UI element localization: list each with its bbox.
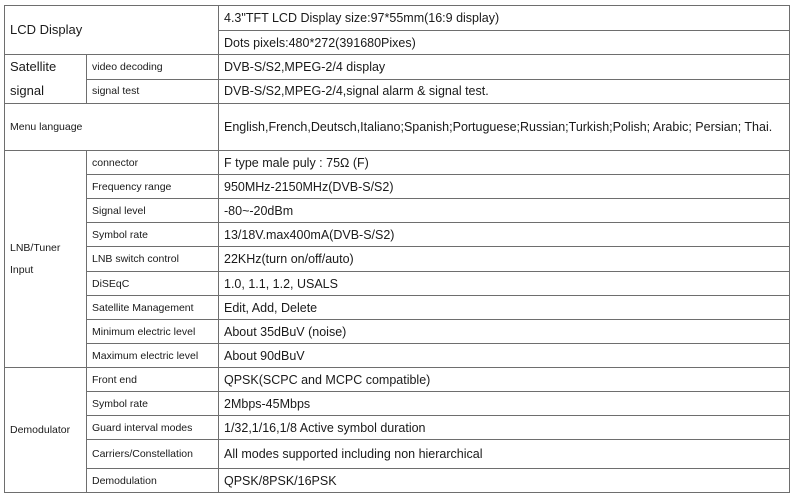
lcd-label: LCD Display: [5, 6, 219, 55]
demod-value: QPSK(SCPC and MCPC compatible): [219, 368, 790, 392]
satellite-sub-label: video decoding: [87, 55, 219, 80]
table-row: [5, 296, 790, 320]
satellite-value: DVB-S/S2,MPEG-2/4 display: [219, 55, 790, 80]
satellite-sub-label: signal test: [87, 79, 219, 104]
lnb-value: 1.0, 1.1, 1.2, USALS: [219, 272, 790, 296]
table-row: [5, 320, 790, 344]
lcd-pixels-value: Dots pixels:480*272(391680Pixes): [219, 31, 790, 55]
demod-sub-label: Guard interval modes: [87, 416, 219, 440]
lnb-value: F type male puly : 75Ω (F): [219, 151, 790, 175]
menu-language-label: Menu language: [5, 104, 219, 151]
lnb-value: 13/18V.max400mA(DVB-S/S2): [219, 223, 790, 247]
table-row: [5, 368, 790, 392]
lnb-value: -80~-20dBm: [219, 199, 790, 223]
lnb-sub-label: Signal level: [87, 199, 219, 223]
lnb-sub-label: LNB switch control: [87, 247, 219, 272]
demod-value: 2Mbps-45Mbps: [219, 392, 790, 416]
demodulator-label: Demodulator: [5, 368, 87, 493]
demod-value: All modes supported including non hierarchical: [219, 440, 790, 469]
lnb-value: Edit, Add, Delete: [219, 296, 790, 320]
table-row: [5, 104, 790, 151]
menu-language-value: English,French,Deutsch,Italiano;Spanish;Portuguese;Russian;Turkish;Polish; Arabic; Persian; Thai.: [219, 104, 790, 151]
table-row: [5, 175, 790, 199]
demod-sub-label: Symbol rate: [87, 392, 219, 416]
lnb-sub-label: connector: [87, 151, 219, 175]
lnb-value: About 90dBuV: [219, 344, 790, 368]
lnb-label: LNB/Tuner Input: [5, 151, 87, 368]
table-row: [5, 416, 790, 440]
demod-value: QPSK/8PSK/16PSK: [219, 469, 790, 493]
table-row: [5, 469, 790, 493]
table-row: [5, 79, 790, 104]
table-row: [5, 440, 790, 469]
demod-sub-label: Front end: [87, 368, 219, 392]
table-row: [5, 392, 790, 416]
table-row: [5, 55, 790, 80]
table-row: [5, 6, 790, 31]
lnb-sub-label: Minimum electric level: [87, 320, 219, 344]
table-row: [5, 223, 790, 247]
satellite-label: Satellite signal: [5, 55, 87, 104]
table-row: [5, 199, 790, 223]
demod-value: 1/32,1/16,1/8 Active symbol duration: [219, 416, 790, 440]
lnb-sub-label: Symbol rate: [87, 223, 219, 247]
table-row: [5, 247, 790, 272]
table-row: [5, 151, 790, 175]
lnb-value: 22KHz(turn on/off/auto): [219, 247, 790, 272]
lnb-sub-label: Satellite Management: [87, 296, 219, 320]
satellite-value: DVB-S/S2,MPEG-2/4,signal alarm & signal test.: [219, 79, 790, 104]
demod-sub-label: Demodulation: [87, 469, 219, 493]
lnb-sub-label: Maximum electric level: [87, 344, 219, 368]
lcd-size-value: 4.3"TFT LCD Display size:97*55mm(16:9 display): [219, 6, 790, 31]
lnb-sub-label: Frequency range: [87, 175, 219, 199]
table-row: [5, 272, 790, 296]
table-row: [5, 344, 790, 368]
spec-table: [4, 5, 790, 493]
lnb-sub-label: DiSEqC: [87, 272, 219, 296]
lnb-value: About 35dBuV (noise): [219, 320, 790, 344]
demod-sub-label: Carriers/Constellation: [87, 440, 219, 469]
lnb-value: 950MHz-2150MHz(DVB-S/S2): [219, 175, 790, 199]
